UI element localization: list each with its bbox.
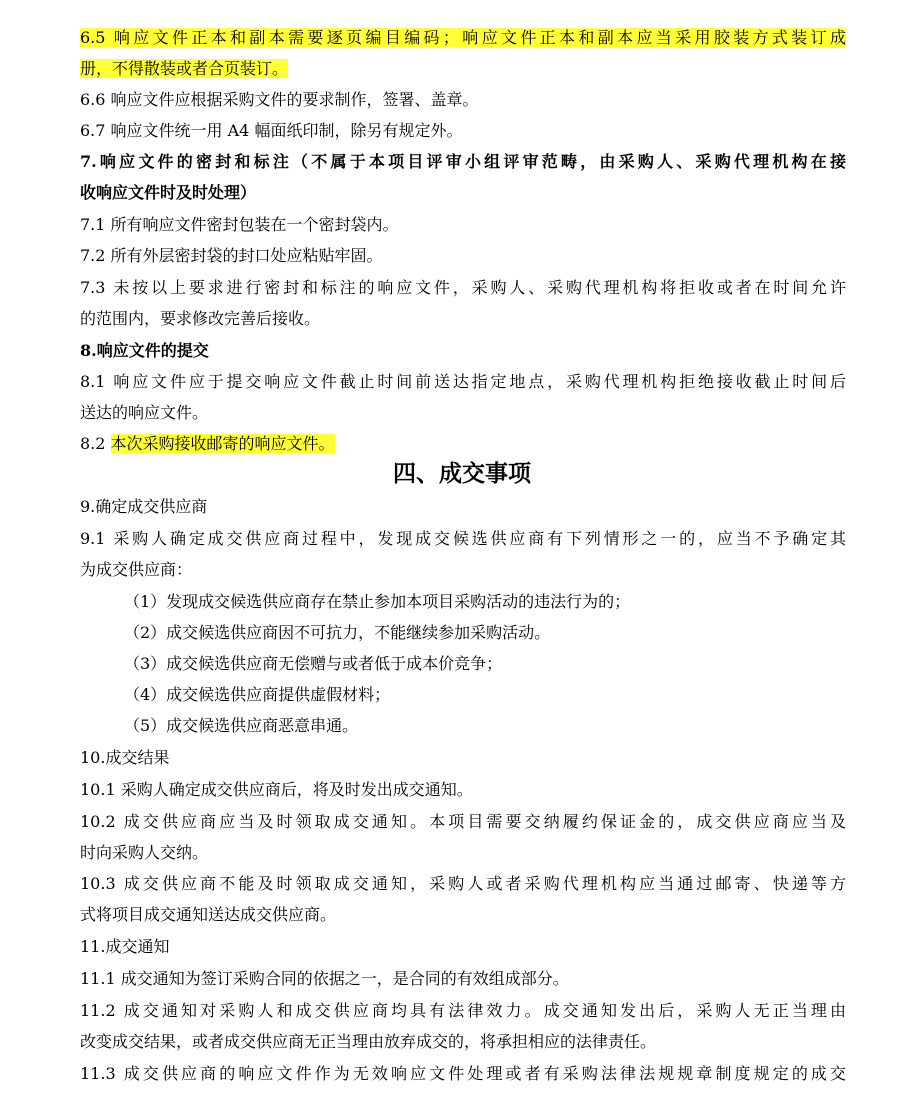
list-item-4: （4）成交候选供应商提供虚假材料；: [124, 685, 391, 704]
list-item-1: （1）发现成交候选供应商存在禁止参加本项目采购活动的违法行为的；: [124, 592, 631, 611]
clause-7-1: 7.1 所有响应文件密封包装在一个密封袋内。: [80, 215, 399, 234]
highlight-6-5-line-2: 册，不得散装或者合页装订。: [80, 59, 289, 78]
clause-8-1-line-2: 送达的响应文件。: [80, 403, 209, 422]
clause-10-3-line-2: 式将项目成交通知送达成交供应商。: [80, 905, 337, 924]
clause-8-1-line-1: 8.1 响应文件应于提交响应文件截止时间前送达指定地点，采购代理机构拒绝接收截止时间后: [80, 372, 846, 391]
clause-11-2-line-2: 改变成交结果，或者成交供应商无正当理由放弃成交的，将承担相应的法律责任。: [80, 1032, 657, 1051]
clause-6-5-line-1: [80, 22, 846, 54]
list-item-2: （2）成交候选供应商因不可抗力，不能继续参加采购活动。: [124, 623, 551, 642]
section-10-title: 10.成交结果: [80, 748, 170, 767]
highlight-6-5-line-1: 6.5 响应文件正本和副本需要逐页编目编码；响应文件正本和副本应当采用胶装方式装订成: [80, 28, 846, 47]
clause-9-1-line-1: 9.1 采购人确定成交供应商过程中，发现成交候选供应商有下列情形之一的，应当不予确定其: [80, 529, 846, 548]
clause-9-1-line-2: 为成交供应商：: [80, 560, 193, 579]
clause-8-2-number: 8.2: [80, 434, 111, 453]
clause-11-2-line-1: 11.2 成交通知对采购人和成交供应商均具有法律效力。成交通知发出后，采购人无正当理由: [80, 1001, 846, 1020]
clause-6-7: 6.7 响应文件统一用 A4 幅面纸印制，除另有规定外。: [80, 121, 463, 140]
clause-10-2-line-2: 时向采购人交纳。: [80, 843, 209, 862]
list-item-3: （3）成交候选供应商无偿赠与或者低于成本价竞争；: [124, 654, 503, 673]
clause-10-3-line-1: 10.3 成交供应商不能及时领取成交通知，采购人或者采购代理机构应当通过邮寄、快递等方: [80, 874, 846, 893]
clause-7-3-line-1: 7.3 未按以上要求进行密封和标注的响应文件，采购人、采购代理机构将拒收或者在时间允许: [80, 278, 846, 297]
clause-7-2: 7.2 所有外层密封袋的封口处应粘贴牢固。: [80, 246, 383, 265]
clause-6-5-line-2: [80, 53, 288, 85]
section-7-title-line-2: 收响应文件时及时处理）: [80, 183, 257, 202]
clause-10-1: 10.1 采购人确定成交供应商后，将及时发出成交通知。: [80, 780, 473, 799]
clause-11-1: 11.1 成交通知为签订采购合同的依据之一，是合同的有效组成部分。: [80, 969, 569, 988]
section-8-title: 8.响应文件的提交: [80, 341, 209, 360]
clause-10-2-line-1: 10.2 成交供应商应当及时领取成交通知。本项目需要交纳履约保证金的，成交供应商应当及: [80, 812, 846, 831]
section-4-heading: 四、成交事项: [393, 460, 531, 487]
section-11-title: 11.成交通知: [80, 937, 170, 956]
clause-11-3-line-1: 11.3 成交供应商的响应文件作为无效响应文件处理或者有采购法律法规规章制度规定的成交: [80, 1064, 846, 1083]
highlight-8-2: 本次采购接收邮寄的响应文件。: [110, 434, 335, 453]
section-7-title-line-1: 7.响应文件的密封和标注（不属于本项目评审小组评审范畴，由采购人、采购代理机构在接: [80, 152, 846, 171]
section-9-title: 9.确定成交供应商: [80, 497, 208, 516]
clause-7-3-line-2: 的范围内，要求修改完善后接收。: [80, 309, 321, 328]
list-item-5: （5）成交候选供应商恶意串通。: [124, 716, 359, 735]
clause-6-6: 6.6 响应文件应根据采购文件的要求制作，签署、盖章。: [80, 90, 479, 109]
